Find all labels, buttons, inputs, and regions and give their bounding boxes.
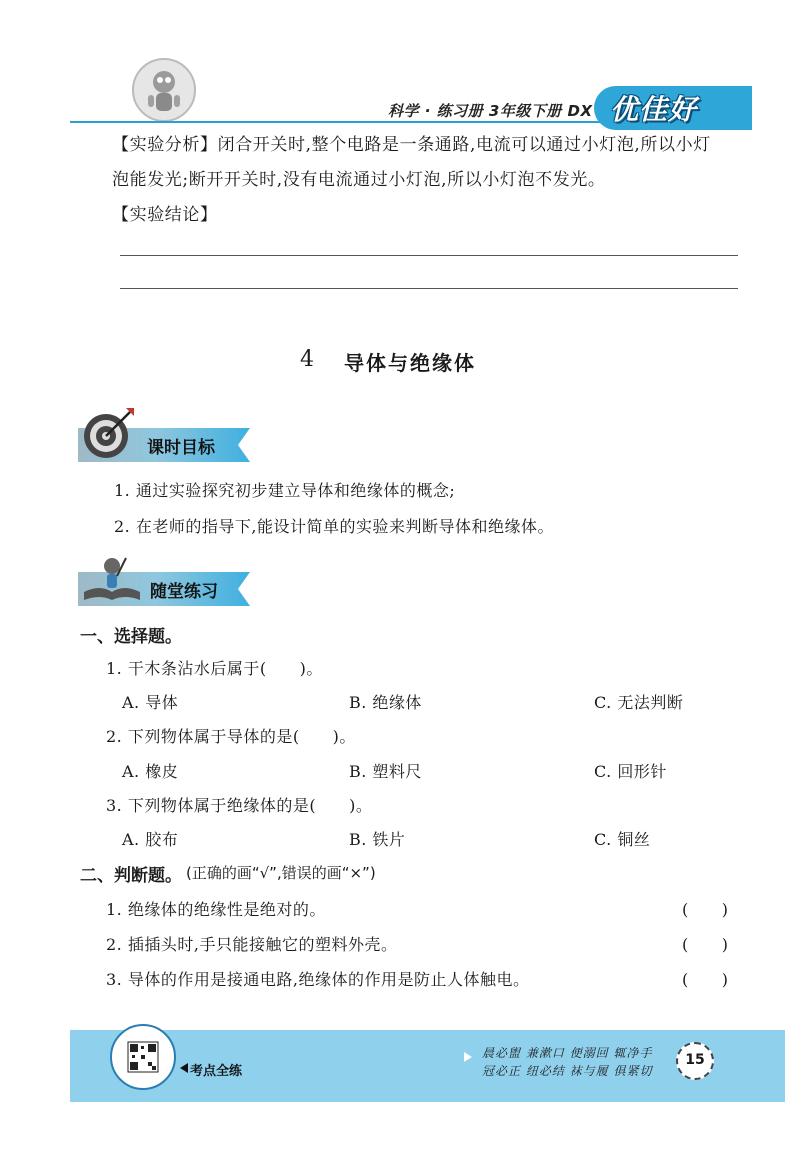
judge-bracket-1[interactable]: ( ) — [682, 900, 729, 919]
part2-instruction: (正确的画“√”,错误的画“×”) — [186, 864, 376, 882]
q1-option-a: A. 导体 — [122, 693, 179, 712]
left-arrow-icon — [180, 1063, 188, 1073]
motto-line-2: 冠必正 纽必结 袜与履 俱紧切 — [482, 1064, 653, 1078]
question-1: 1. 干木条沾水后属于( )。 — [106, 659, 323, 678]
judge-item-3: 3. 导体的作用是接通电路,绝缘体的作用是防止人体触电。 — [106, 970, 530, 989]
section-number: 4 — [300, 347, 314, 372]
q2-option-c: C. 回形针 — [594, 762, 667, 781]
question-3: 3. 下列物体属于绝缘体的是( )。 — [106, 796, 373, 815]
section-title: 导体与绝缘体 — [344, 351, 476, 375]
reading-kid-icon — [80, 548, 144, 606]
judge-bracket-3[interactable]: ( ) — [682, 970, 729, 989]
practice-label: 随堂练习 — [150, 582, 218, 602]
book-title: 科学 · 练习册 3年级下册 DX — [388, 102, 593, 120]
judge-item-2: 2. 插插头时,手只能接触它的塑料外壳。 — [106, 935, 398, 954]
judge-bracket-2[interactable]: ( ) — [682, 935, 729, 954]
qr-code-badge[interactable] — [110, 1024, 176, 1090]
goal-item-1: 1. 通过实验探究初步建立导体和绝缘体的概念; — [114, 481, 456, 500]
motto-line-1: 晨必盥 兼漱口 便溺回 辄净手 — [482, 1046, 653, 1060]
header-divider — [70, 121, 670, 123]
brand-logo: 优佳好 — [610, 93, 698, 126]
q2-option-a: A. 橡皮 — [122, 762, 179, 781]
mascot-icon — [134, 60, 194, 120]
analysis-line-1: 【实验分析】闭合开关时,整个电路是一条通路,电流可以通过小灯泡,所以小灯 — [112, 135, 711, 155]
qr-code-icon — [112, 1026, 174, 1088]
part2-heading: 二、判断题。 — [80, 866, 182, 886]
q2-option-b: B. 塑料尺 — [349, 762, 422, 781]
q3-option-c: C. 铜丝 — [594, 830, 651, 849]
analysis-line-2: 泡能发光;断开开关时,没有电流通过小灯泡,所以小灯泡不发光。 — [112, 170, 606, 190]
judge-item-1: 1. 绝缘体的绝缘性是绝对的。 — [106, 900, 326, 919]
q1-option-c: C. 无法判断 — [594, 693, 684, 712]
part1-heading: 一、选择题。 — [80, 627, 182, 647]
goal-item-2: 2. 在老师的指导下,能设计简单的实验来判断导体和绝缘体。 — [114, 517, 554, 536]
q3-option-b: B. 铁片 — [349, 830, 406, 849]
right-arrow-icon — [464, 1052, 472, 1062]
page-number: 15 — [685, 1052, 705, 1068]
target-icon — [80, 404, 140, 462]
answer-line-2 — [120, 288, 738, 289]
conclusion-label: 【实验结论】 — [112, 205, 218, 225]
mascot-badge — [132, 58, 196, 122]
footer-label[interactable]: 考点全练 — [190, 1064, 243, 1079]
question-2: 2. 下列物体属于导体的是( )。 — [106, 727, 356, 746]
q3-option-a: A. 胶布 — [122, 830, 179, 849]
goals-label: 课时目标 — [147, 438, 215, 458]
q1-option-b: B. 绝缘体 — [349, 693, 422, 712]
answer-line-1 — [120, 255, 738, 256]
